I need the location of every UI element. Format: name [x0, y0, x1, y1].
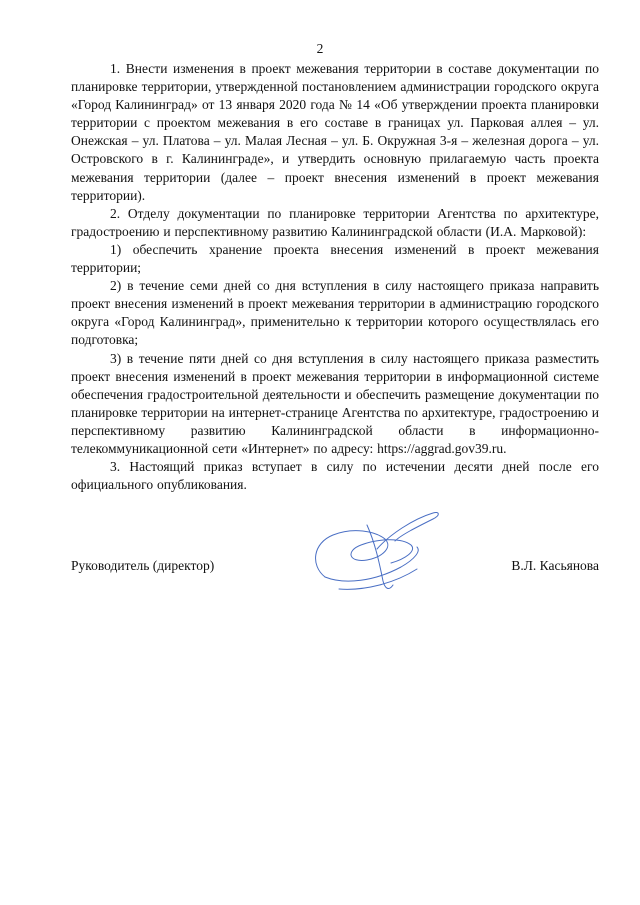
subparagraph-3: 3) в течение пяти дней со дня вступления в силу настоящего приказа разместить проект внесения изменений в проект межевания территории в информационной системе обеспечения градостроительной деятельности и обеспечить размещение документации по планировке территории на интернет-странице Агентства по архитектуре, градостроению и перспективному развитию Калининградской области в информационно-телекоммуникационной сети «Интернет» по адресу: https://aggrad.gov39.ru.: [71, 350, 599, 456]
signature-block: [71, 557, 599, 575]
paragraph-item-2: 2. Отделу документации по планировке территории Агентства по архитектуре, градостроению и перспективному развитию Калининградской области (И.А. Марковой):: [71, 205, 599, 239]
page-number: 2: [316, 41, 324, 56]
subparagraph-2: 2) в течение семи дней со дня вступления в силу настоящего приказа направить проект внесения изменений в проект межевания территории в администрацию городского округа «Город Калининград», применительно к территории которого осуществлялась его подготовка;: [71, 278, 599, 348]
signatory-title: Руководитель (директор): [71, 558, 215, 573]
subparagraph-1: 1) обеспечить хранение проекта внесения изменений в проект межевания территории;: [71, 241, 599, 276]
handwritten-signature: [305, 505, 450, 600]
paragraph-item-3: 3. Настоящий приказ вступает в силу по истечении десяти дней после его официального опубликования.: [71, 459, 599, 493]
document-body: [71, 60, 599, 494]
paragraph-item-1: 1. Внести изменения в проект межевания территории в составе документации по планировке территории, утвержденной постановлением администрации городского округа «Город Калининград» от 13 января 2020 года № 14 «Об утверждении проекта планировки территории с проектом межевания в его составе в границах ул. Парковая аллея – ул. Онежская – ул. Платова – ул. Малая Лесная – ул. Б. Окружная 3-я – железная дорога – ул. Островского в г. Калининграде», и утвердить основную прилагаемую часть проекта межевания территории (далее – проект внесения изменений в проект межевания территории).: [71, 61, 599, 203]
signatory-name: В.Л. Касьянова: [511, 558, 599, 573]
